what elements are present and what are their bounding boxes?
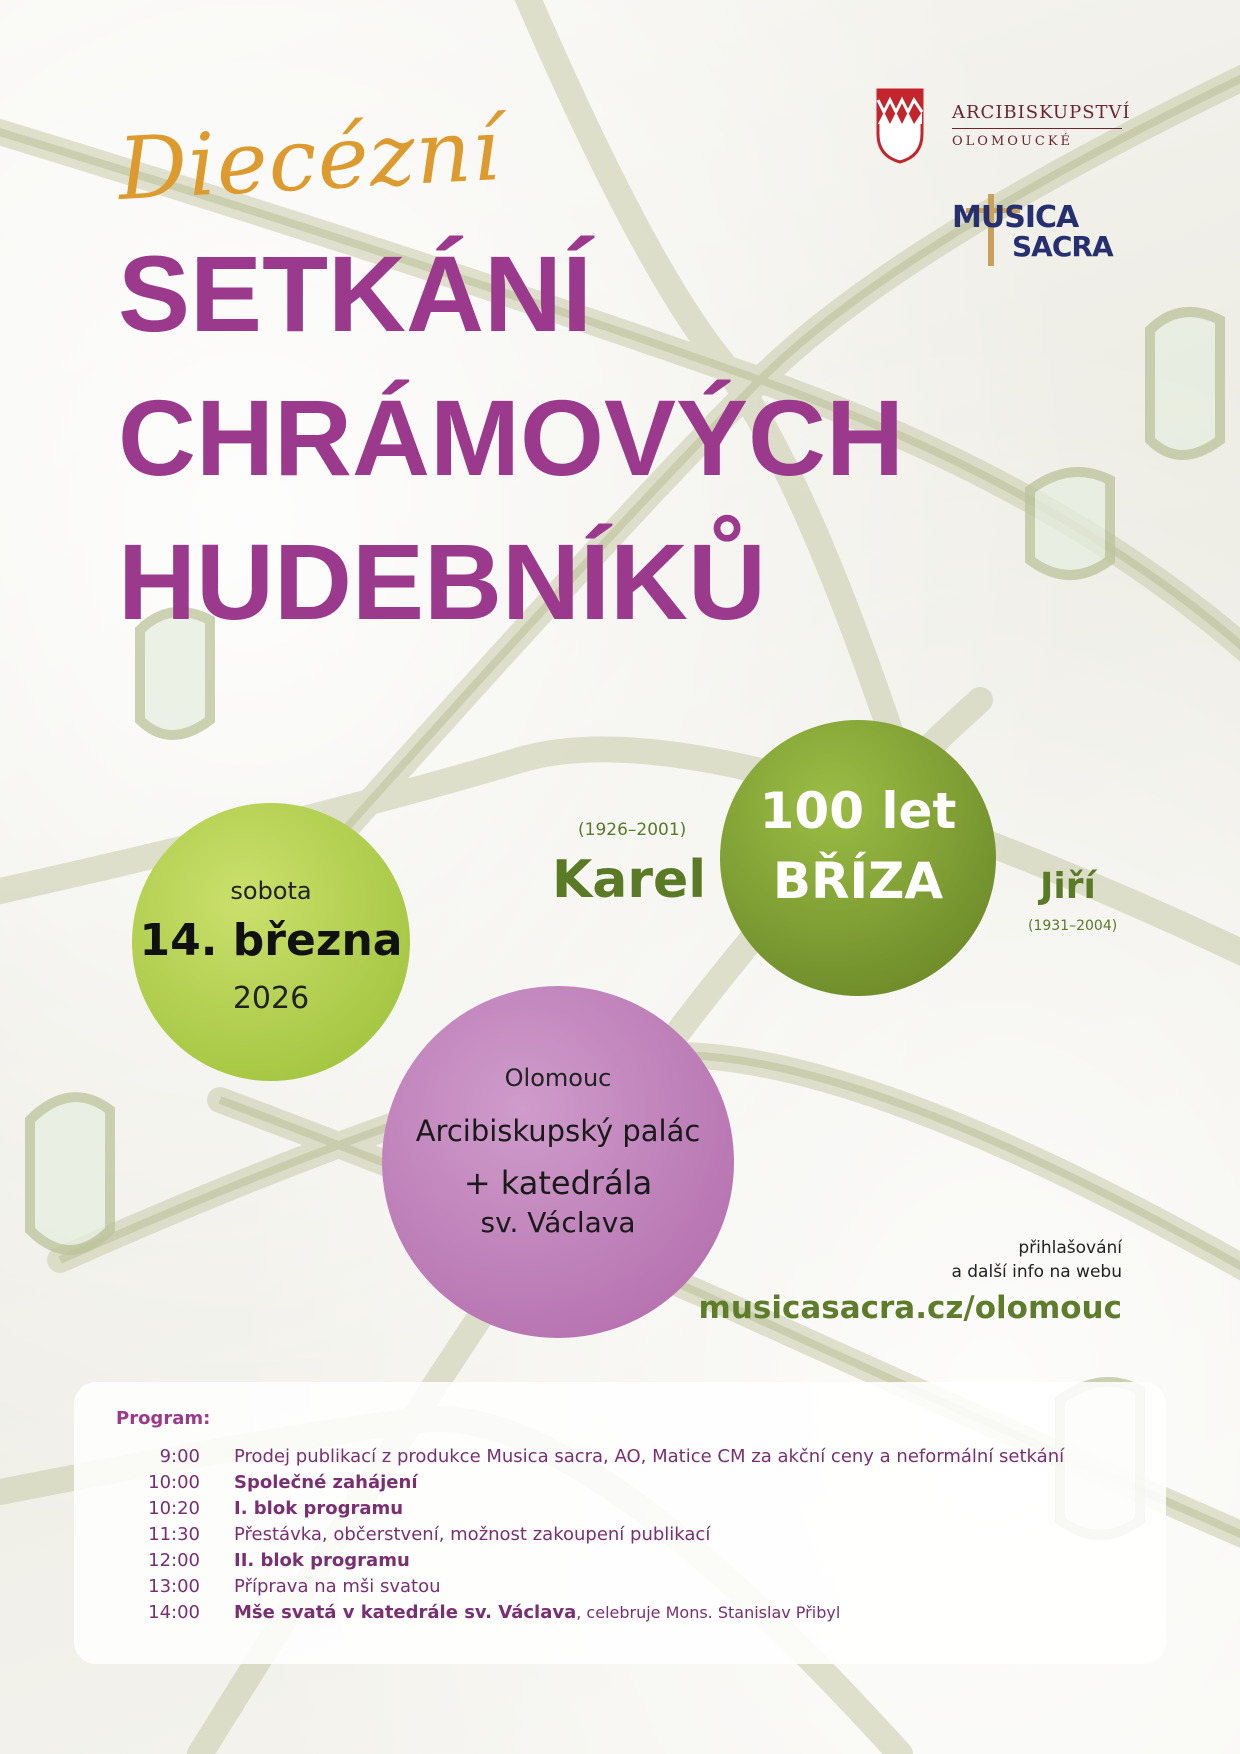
program-text: Prodej publikací z produkce Musica sacra, AO, Matice CM za akční ceny a neformální setkání	[234, 1446, 1065, 1467]
program-time: 13:00	[148, 1576, 200, 1597]
program-time: 9:00	[159, 1446, 200, 1467]
archdiocese-name: ARCIBISKUPSTVÍ	[952, 102, 1131, 123]
karel-years: (1926–2001)	[578, 820, 687, 840]
venue-cathedral-name: sv. Václava	[480, 1206, 636, 1239]
musica-text: MUSICA	[952, 200, 1079, 235]
program-text-suffix: , celebruje Mons. Stanislav Přibyl	[576, 1603, 841, 1622]
archdiocese-logo	[876, 88, 1131, 168]
program-row	[74, 1602, 1166, 1628]
archdiocese-rule	[952, 128, 1122, 129]
archdiocese-city: OLOMOUCKÉ	[952, 134, 1074, 149]
karel-name: Karel	[552, 850, 707, 910]
jiri-name: Jiří	[1040, 866, 1096, 907]
program-text-group	[234, 1602, 840, 1623]
title-line-2: CHRÁMOVÝCH	[118, 377, 905, 498]
program-row	[74, 1524, 1166, 1550]
program-time: 14:00	[148, 1602, 200, 1623]
program-row	[74, 1472, 1166, 1498]
program-text: II. blok programu	[234, 1550, 410, 1571]
program-time: 10:20	[148, 1498, 200, 1519]
place-circle	[382, 986, 734, 1338]
program-row	[74, 1576, 1166, 1602]
program-row	[74, 1498, 1166, 1524]
venue-cathedral: + katedrála	[463, 1164, 653, 1202]
weekday: sobota	[230, 877, 312, 905]
program-row	[74, 1550, 1166, 1576]
anniversary-surname: BŘÍZA	[772, 852, 944, 910]
program-text: Příprava na mši svatou	[234, 1576, 441, 1597]
script-title: Diecézní	[115, 100, 503, 220]
shield-icon	[876, 88, 924, 164]
program-time: 12:00	[148, 1550, 200, 1571]
jiri-years: (1931–2004)	[1028, 918, 1118, 934]
program-time: 11:30	[148, 1524, 200, 1545]
program-row	[74, 1446, 1166, 1472]
program-text: Přestávka, občerstvení, možnost zakoupení publikací	[234, 1524, 711, 1545]
title-line-3: HUDEBNÍKŮ	[118, 521, 766, 642]
event-date: 14. března	[139, 915, 403, 966]
title-line-1: SETKÁNÍ	[118, 233, 593, 354]
venue: Arcibiskupský palác	[415, 1114, 701, 1148]
date-circle	[132, 803, 410, 1081]
registration-label: přihlašování	[1018, 1238, 1122, 1258]
anniversary-years: 100 let	[759, 782, 957, 840]
sacra-text: SACRA	[1012, 230, 1113, 263]
anniversary-circle	[720, 720, 996, 996]
program-text: Společné zahájení	[234, 1472, 418, 1493]
website-link[interactable]: musicasacra.cz/olomouc	[698, 1290, 1122, 1326]
program-text: I. blok programu	[234, 1498, 404, 1519]
program-text: Mše svatá v katedrále sv. Václava	[234, 1602, 577, 1623]
program-time: 10:00	[148, 1472, 200, 1493]
program-title: Program:	[116, 1408, 211, 1429]
event-year: 2026	[232, 981, 310, 1016]
registration-info: a další info na webu	[951, 1262, 1122, 1282]
program-box	[74, 1382, 1166, 1664]
city: Olomouc	[504, 1064, 612, 1092]
